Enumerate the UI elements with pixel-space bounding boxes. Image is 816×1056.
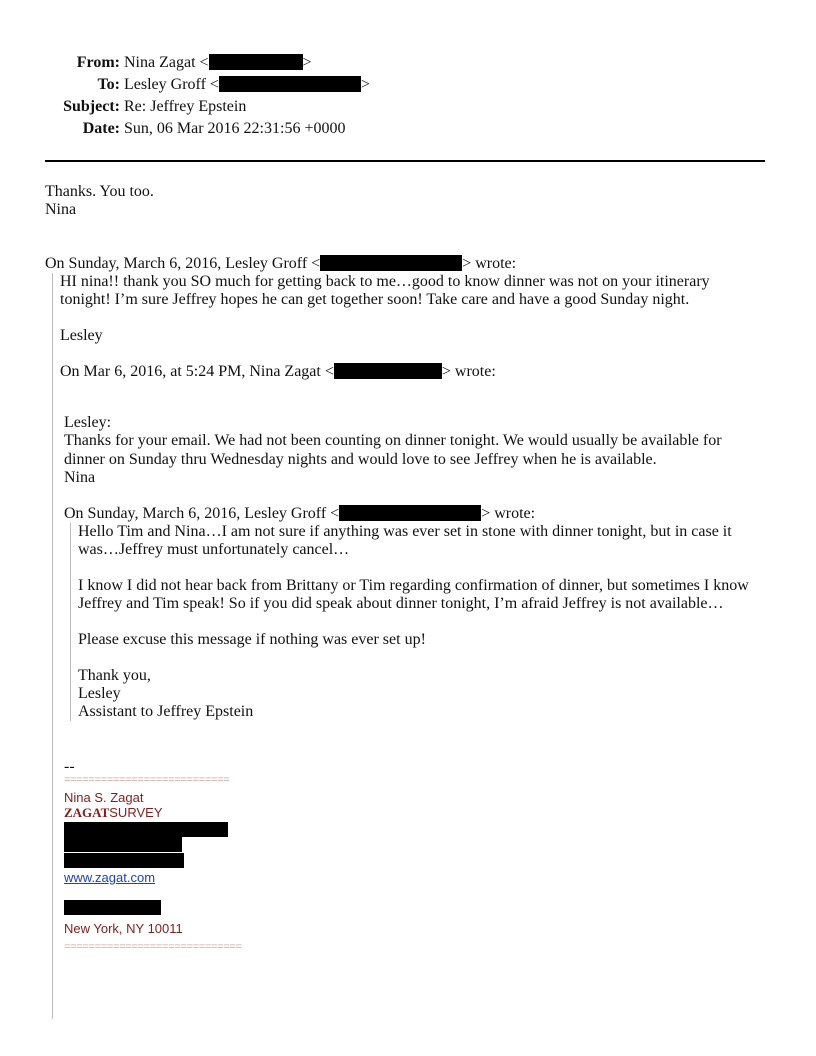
quote3-border [70, 523, 71, 721]
attribution-text: On Sunday, March 6, 2016, Lesley Groff < [45, 255, 321, 272]
signature-dashes: -- [64, 758, 75, 775]
to-label: To: [97, 76, 120, 93]
quote2-signoff: Nina [64, 469, 96, 486]
header-from [0, 54, 312, 72]
header-subject [0, 98, 246, 116]
signature-rule-bottom: ============================= [64, 941, 242, 953]
signature-name: Nina S. Zagat [64, 790, 144, 805]
quote3-p2-line-2: Jeffrey and Tim speak! So if you did speak about dinner tonight, I’m afraid Jeffrey is not available… [78, 595, 724, 612]
redaction-box [64, 837, 182, 852]
quote1-line-1: HI nina!! thank you SO much for getting back to me…good to know dinner was not on your itinerary [60, 273, 710, 290]
quote1-attribution [45, 255, 516, 273]
signature-city: New York, NY 10011 [64, 921, 183, 936]
attribution-text: > wrote: [462, 255, 517, 272]
redaction-box [64, 900, 161, 915]
subject-label: Subject: [63, 98, 120, 115]
quote3-p1-line-2: was…Jeffrey must unfortunately cancel… [78, 541, 350, 558]
attribution-text: On Mar 6, 2016, at 5:24 PM, Nina Zagat < [60, 363, 334, 380]
signature-website-row [64, 870, 155, 885]
attribution-text: > wrote: [481, 505, 536, 522]
quote3-p1-line-1: Hello Tim and Nina…I am not sure if anything was ever set in stone with dinner tonight, but in case it [78, 523, 732, 540]
from-close: > [302, 54, 312, 71]
redaction-box [64, 822, 228, 837]
reply-line-2: Nina [45, 201, 77, 218]
from-name: Nina Zagat < [124, 54, 209, 71]
attribution-text: On Sunday, March 6, 2016, Lesley Groff < [64, 505, 340, 522]
quote1-signoff: Lesley [60, 327, 103, 344]
header-date [0, 120, 345, 138]
header-to [0, 76, 370, 94]
subject-text: Re: Jeffrey Epstein [124, 98, 247, 115]
quote3-p3: Please excuse this message if nothing was ever set up! [78, 631, 426, 648]
redaction-box [209, 54, 303, 70]
quote1-attribution-2 [60, 363, 496, 381]
header-divider [45, 160, 765, 162]
quote1-border [52, 273, 53, 1019]
brand-bold: ZAGAT [64, 805, 110, 820]
to-name: Lesley Groff < [124, 76, 219, 93]
to-close: > [360, 76, 370, 93]
quote1-line-2: tonight! I’m sure Jeffrey hopes he can get together soon! Take care and have a good Sunday night. [60, 291, 690, 308]
redaction-box [334, 363, 442, 379]
redaction-box [64, 853, 184, 868]
redaction-box [320, 255, 462, 271]
website-link[interactable]: www.zagat.com [64, 870, 156, 885]
quote2-line-2: dinner on Sunday thru Wednesday nights and would love to see Jeffrey when he is available. [64, 451, 657, 468]
redaction-box [339, 505, 481, 521]
date-text: Sun, 06 Mar 2016 22:31:56 +0000 [124, 120, 346, 137]
quote3-closing-1: Thank you, [78, 667, 151, 684]
quote3-closing-2: Lesley [78, 685, 121, 702]
quote2-salutation: Lesley: [64, 414, 112, 431]
quote3-p2-line-1: I know I did not hear back from Brittany or Tim regarding confirmation of dinner, but sometimes I know [78, 577, 749, 594]
from-label: From: [76, 54, 120, 71]
reply-line-1: Thanks. You too. [45, 183, 154, 200]
brand-rest: SURVEY [109, 805, 163, 820]
quote2-line-1: Thanks for your email. We had not been counting on dinner tonight. We would usually be available for [64, 432, 722, 449]
redaction-box [219, 76, 361, 92]
quote3-closing-3: Assistant to Jeffrey Epstein [78, 703, 254, 720]
signature-rule-top: =========================== [64, 774, 230, 786]
signature-brand [64, 805, 163, 821]
date-label: Date: [82, 120, 120, 137]
attribution-text: > wrote: [441, 363, 496, 380]
quote2-attribution [64, 505, 535, 523]
